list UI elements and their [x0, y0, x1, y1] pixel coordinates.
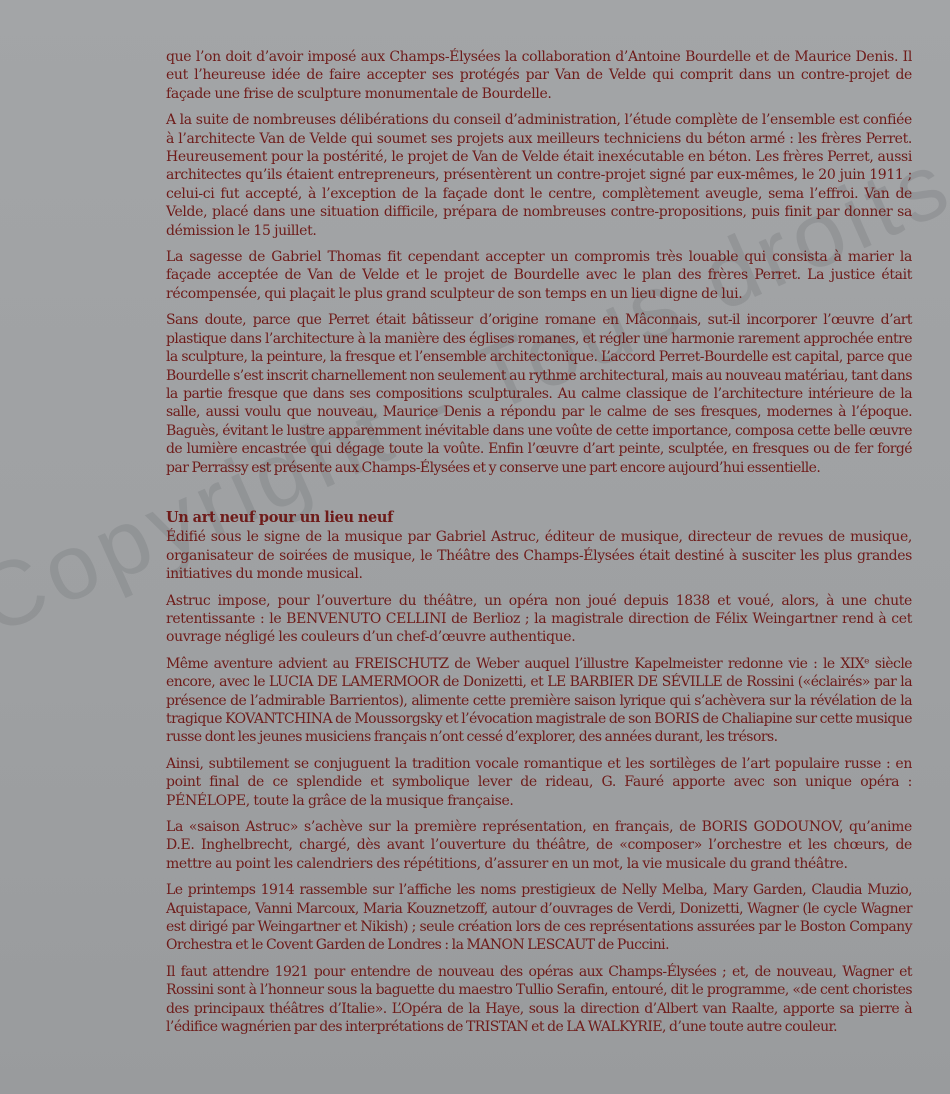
paragraph-3: La sagesse de Gabriel Thomas fit cependant accepter un compromis très louable qui consista à marier la façade acceptée de Van de Velde et le projet de Bourdelle avec le plan des frères Perret. La justice était récompensée, qui plaçait le plus grand sculpteur de son temps en un lieu digne de lui.: [166, 249, 912, 302]
paragraph-2: A la suite de nombreuses délibérations du conseil d’administration, l’étude complète de l’ensemble est confiée à l’architecte Van de Velde qui soumet ses projets aux meilleurs techniciens du béton armé : les frères Perret. Heureusement pour la postérité, le projet de Van de Velde était inexécutable en béton. Les frères Perret, aussi architectes qu’ils étaient entrepreneurs, présentèrent un contre-projet signé par eux-mêmes, le 20 juin 1911 ; celui-ci fut accepté, à l’exception de la façade dont le centre, complètement aveugle, sema l’effroi. Van de Velde, placé dans une situation difficile, prépara de nombreuses contre-propositions, puis finit par donner sa démission le 15 juillet.: [166, 112, 912, 239]
paragraph-1: que l’on doit d’avoir imposé aux Champs-Élysées la collaboration d’Antoine Bourdelle et de Maurice Denis. Il eut l’heureuse idée de faire accepter ses protégés par Van de Velde qui comprit dans un contre-projet de façade une frise de sculpture monumentale de Bourdelle.: [166, 49, 912, 102]
paragraph-8: Ainsi, subtilement se conjuguent la tradition vocale romantique et les sortilèges de l’art populaire russe : en point final de ce splendide et symbolique lever de rideau, G. Fauré apporte avec son unique opéra : PÉNÉLOPE, toute la grâce de la musique française.: [166, 755, 912, 809]
article-body: [166, 48, 912, 1045]
paragraph-7: Même aventure advient au FREISCHUTZ de Weber auquel l’illustre Kapelmeister redonne vie : le XIXᵉ siècle encore, avec le LUCIA DE LAMERMOOR de Donizetti, et LE BARBIER DE SÉVILLE de Rossini («éclairés» par la présence de l’admirable Barrientos), alimente cette première saison lyrique qui s’achèvera sur la révélation de la tragique KOVANTCHINA de Moussorgsky et l’évocation magistrale de son BORIS de Chaliapine sur cette musique russe dont les jeunes musiciens français n’ont cessé d’explorer, des années durant, les trésors.: [166, 655, 912, 746]
paragraph-10: Le printemps 1914 rassemble sur l’affiche les noms prestigieux de Nelly Melba, Mary Garden, Claudia Muzio, Aquistapace, Vanni Marcoux, Maria Kouznetzoff, autour d’ouvrages de Verdi, Donizetti, Wagner (le cycle Wagner est dirigé par Weingartner et Nikish) ; seule création lors de ces représentations assurées par le Boston Company Orchestra et le Covent Garden de Londres : la MANON LESCAUT de Puccini.: [166, 882, 912, 954]
paragraph-9: La «saison Astruc» s’achève sur la première représentation, en français, de BORIS GODOUNOV, qu’anime D.E. Inghelbrecht, chargé, dès avant l’ouverture du théâtre, de «composer» l’orchestre et les chœurs, de mettre au point les calendriers des répétitions, d’assurer en un mot, la vie musicale du grand théâtre.: [166, 819, 912, 872]
paragraph-4: Sans doute, parce que Perret était bâtisseur d’origine romane en Mâconnais, sut-il incorporer l’œuvre d’art plastique dans l’architecture à la manière des églises romanes, et régler une harmonie rarement approchée entre la sculpture, la peinture, la fresque et l’ensemble architectonique. L’accord Perret-Bourdelle est capital, parce que Bourdelle s’est inscrit charnellement non seulement au rythme architectural, mais au nouveau matériau, tant dans la partie fresque que dans ses compositions sculpturales. Au calme classique de l’architecture intérieure de la salle, aussi voulu que nouveau, Maurice Denis a répondu par le calme de ses fresques, modernes à l’époque. Baguès, évitant le lustre apparemment inévitable dans une voûte de cette importance, composa cette belle œuvre de lumière encastrée qui dégage toute la voûte. Enfin l’œuvre d’art peinte, sculptée, en fresques ou de fer forgé par Perrassy est présente aux Champs-Élysées et y conserve une part encore aujourd’hui essentielle.: [166, 312, 912, 476]
paragraph-5: Édifié sous le signe de la musique par Gabriel Astruc, éditeur de musique, directeur de revues de musique, organisateur de soirées de musique, le Théâtre des Champs-Élysées était destiné à susciter les plus grandes initiatives du monde musical.: [166, 529, 912, 583]
section-heading: Un art neuf pour un lieu neuf: [166, 508, 394, 526]
paragraph-11: Il faut attendre 1921 pour entendre de nouveau des opéras aux Champs-Élysées ; et, de nouveau, Wagner et Rossini sont à l’honneur sous la baguette du maestro Tullio Serafin, entouré, dit le programme, «de cent choristes des principaux théâtres d’Italie». L’Opéra de la Haye, sous la direction d’Albert van Raalte, apporte sa pierre à l’édifice wagnérien par des interprétations de TRISTAN et de LA WALKYRIE, d’une toute autre couleur.: [166, 963, 912, 1036]
paragraph-6: Astruc impose, pour l’ouverture du théâtre, un opéra non joué depuis 1838 et voué, alors, à une chute retentissante : le BENVENUTO CELLINI de Berlioz ; la magistrale direction de Félix Weingartner rend à cet ouvrage négligé les couleurs d’un chef-d’œuvre authentique.: [166, 592, 912, 646]
